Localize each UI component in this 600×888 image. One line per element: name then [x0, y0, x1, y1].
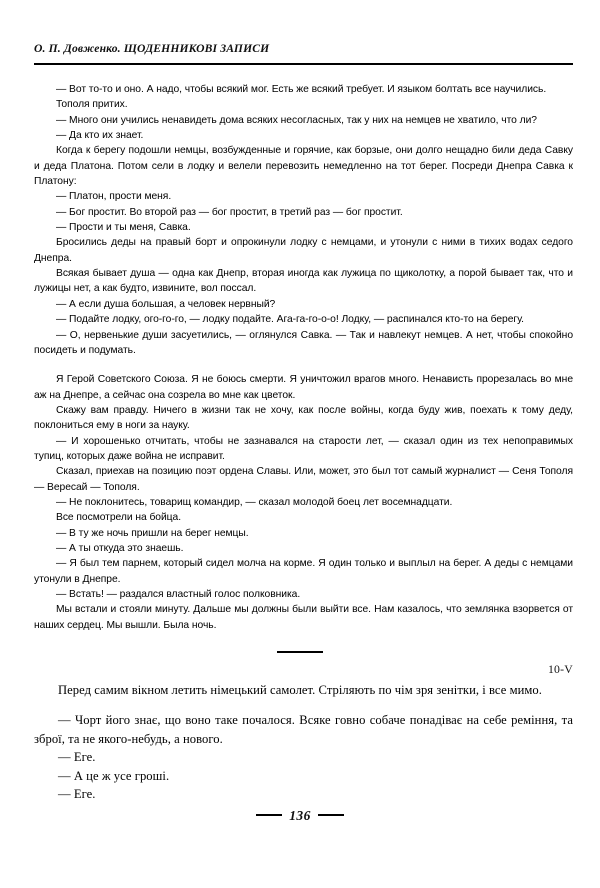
diary-date-stamp: 10-V [547, 662, 573, 676]
paragraph: Когда к берегу подошли немцы, возбужденные и горячие, как борзые, они долго нещадно били деда Савку и деда Платона. Потом сели в лодку и велели перевозить немедленно на тот берег. Посреди Днепра Савка к Платону: [34, 145, 573, 188]
header-rule [34, 63, 573, 65]
section-divider [0, 651, 600, 653]
paragraph: — Еге. [58, 787, 96, 802]
paragraph: — Подайте лодку, ого-го-го, — лодку подайте. Ага-га-го-о-о! Лодку, — распинался кто-то на берегу. [56, 314, 524, 326]
paragraph: — А ты откуда это знаешь. [56, 542, 184, 554]
paragraph: — Вот то-то и оно. А надо, чтобы всякий мог. Есть же всякий требует. И языком болтать все научились. [56, 84, 547, 95]
paragraph: Скажу вам правду. Ничего в жизни так не хочу, как после войны, когда буду жив, поехать к тому деду, поклониться ему в ноги за науку. [34, 404, 573, 432]
paragraph: Сказал, приехав на позицию поэт ордена Славы. Или, может, это был тот самый журналист — Сеня Тополя — Вересай — Тополя. [34, 466, 573, 493]
running-head [34, 42, 573, 56]
paragraph: — Встать! — раздался властный голос полковника. [56, 589, 301, 600]
paragraph: — А если душа большая, а человек нервный? [56, 298, 276, 310]
paragraph: — Платон, прости меня. [56, 191, 172, 203]
page-folio [0, 806, 600, 825]
paragraph: Тополя притих. [56, 99, 128, 111]
paragraph: — В ту же ночь пришли на берег немцы. [56, 527, 249, 539]
paragraph: — Чорт його знає, що воно таке почалося. Всяке говно собаче понадіває на себе реміння, та зброї, та не якого-небудь, а нового. [34, 713, 573, 746]
paragraph: — Да кто их знает. [56, 130, 144, 142]
folio-rule-right [318, 814, 344, 816]
paragraph: Бросились деды на правый борт и опрокинули лодку с немцами, и утонули с ними в тихих водах седого Днепра. [34, 237, 573, 264]
folio-rule-left [256, 814, 282, 816]
paragraph: — А це ж усе гроші. [58, 768, 170, 783]
russian-text-block [34, 82, 573, 633]
paragraph: — И хорошенько отчитать, чтобы не зазнавался на старости лет, — сказал один из тех непоправимых тупиц, которых даже война не исправит. [34, 435, 573, 462]
paragraph: Мы встали и стояли минуту. Дальше мы должны были выйти все. Нам казалось, что землянка взорвется от наших сердец. Мы вышли. Была ночь. [34, 604, 573, 631]
paragraph: Перед самим вікном летить німецький самолет. Стріляють по чім зря зенітки, і все мимо. [58, 683, 542, 697]
paragraph: Я Герой Советского Союза. Я не боюсь смерти. Я уничтожил врагов много. Ненависть прорезалась во мне аж на Днепре, а сейчас она созрела во мне как цветок. [34, 374, 573, 401]
paragraph: — Я был тем парнем, который сидел молча на корме. Я один только и выплыл на берег. А деды с немцами утонули в Днепре. [34, 558, 573, 585]
paragraph: Всякая бывает душа — одна как Днепр, вторая иногда как лужица по щиколотку, а порой бывает так, что и лужицы нет, а как будто, извините, вол поссал. [34, 268, 573, 295]
paragraph: — Много они учились ненавидеть дома всяких несогласных, так у них на немцев не хватило, что ли? [56, 114, 537, 126]
paragraph: — Прости и ты меня, Савка. [56, 222, 191, 234]
paragraph: — О, нервенькие души засуетились, — оглянулся Савка. — Так и навлекут немцев. А нет, чтобы спокойно посидеть и подумать. [34, 329, 573, 356]
page-number: 136 [289, 807, 311, 823]
paragraph: — Не поклонитесь, товарищ командир, — сказал молодой боец лет восемнадцати. [56, 496, 453, 508]
paragraph: Все посмотрели на бойца. [56, 512, 182, 524]
ukrainian-text-block [34, 681, 573, 803]
paragraph: — Бог простит. Во второй раз — бог простит, в третий раз — бог простит. [56, 206, 403, 218]
running-head-title: О. П. Довженко. ЩОДЕННИКОВІ ЗАПИСИ [34, 42, 270, 55]
paragraph: — Еге. [58, 750, 96, 765]
